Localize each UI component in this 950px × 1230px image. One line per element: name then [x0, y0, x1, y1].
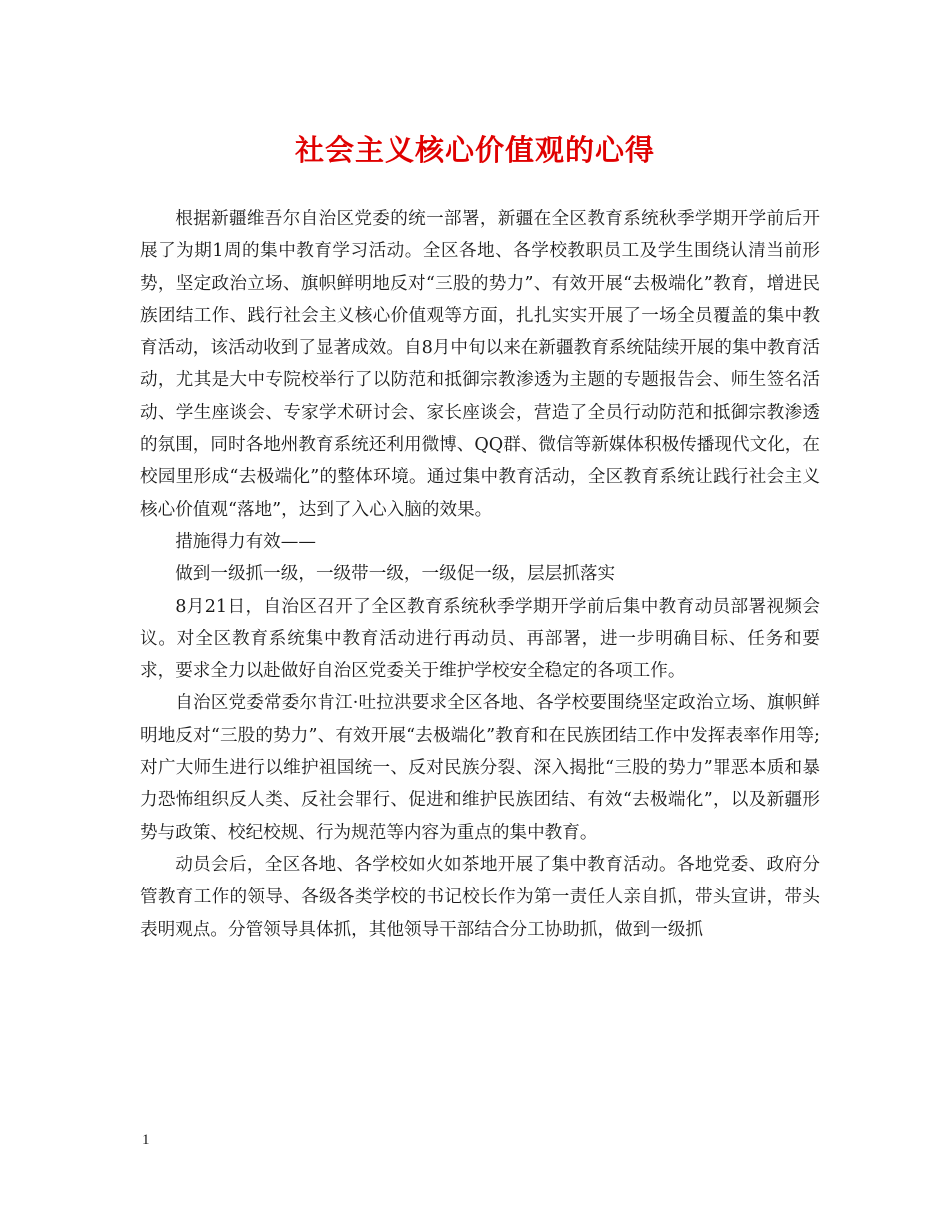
- page-number: 1: [142, 1132, 150, 1148]
- body-paragraph: 8月21日，自治区召开了全区教育系统秋季学期开学前后集中教育动员部署视频会议。对全区教育系统集中教育活动进行再动员、再部署，进一步明确目标、任务和要求，要求全力以赴做好自治区党委关于维护学校安全稳定的各项工作。: [140, 596, 820, 682]
- body-paragraph: 做到一级抓一级，一级带一级，一级促一级，层层抓落实: [175, 564, 616, 585]
- document-title: 社会主义核心价值观的心得: [294, 133, 655, 167]
- body-paragraph: 动员会后，全区各地、各学校如火如茶地开展了集中教育活动。各地党委、政府分管教育工作的领导、各级各类学校的书记校长作为第一责任人亲自抓，带头宣讲，带头表明观点。分管领导具体抓，其他领导干部结合分工协助抓，做到一级抓: [140, 854, 820, 940]
- body-paragraph: 自治区党委常委尔肯江·吐拉洪要求全区各地、各学校要围绕坚定政治立场、旗帜鲜明地反对“三股的势力”、有效开展“去极端化”教育和在民族团结工作中发挥表率作用等;对广大师生进行以维护祖国统一、反对民族分裂、深入揭批“三股的势力”罪恶本质和暴力恐怖组织反人类、反社会罪行、促进和维护民族团结、有效“去极端化”，以及新疆形势与政策、校纪校规、行为规范等内容为重点的集中教育。: [140, 693, 820, 843]
- document-body: [140, 203, 820, 946]
- body-paragraph: 措施得力有效——: [175, 531, 316, 552]
- body-paragraph: 根据新疆维吾尔自治区党委的统一部署，新疆在全区教育系统秋季学期开学前后开展了为期1周的集中教育学习活动。全区各地、各学校教职员工及学生围绕认清当前形势，坚定政治立场、旗帜鲜明地反对“三股的势力”、有效开展“去极端化”教育，增进民族团结工作、践行社会主义核心价值观等方面，扎扎实实开展了一场全员覆盖的集中教育活动，该活动收到了显著成效。自8月中旬以来在新疆教育系统陆续开展的集中教育活动，尤其是大中专院校举行了以防范和抵御宗教渗透为主题的专题报告会、师生签名活动、学生座谈会、专家学术研讨会、家长座谈会，营造了全员行动防范和抵御宗教渗透的氛围，同时各地州教育系统还利用微博、QQ群、微信等新媒体积极传播现代文化，在校园里形成“去极端化”的整体环境。通过集中教育活动，全区教育系统让践行社会主义核心价值观“落地”，达到了入心入脑的效果。: [140, 209, 820, 520]
